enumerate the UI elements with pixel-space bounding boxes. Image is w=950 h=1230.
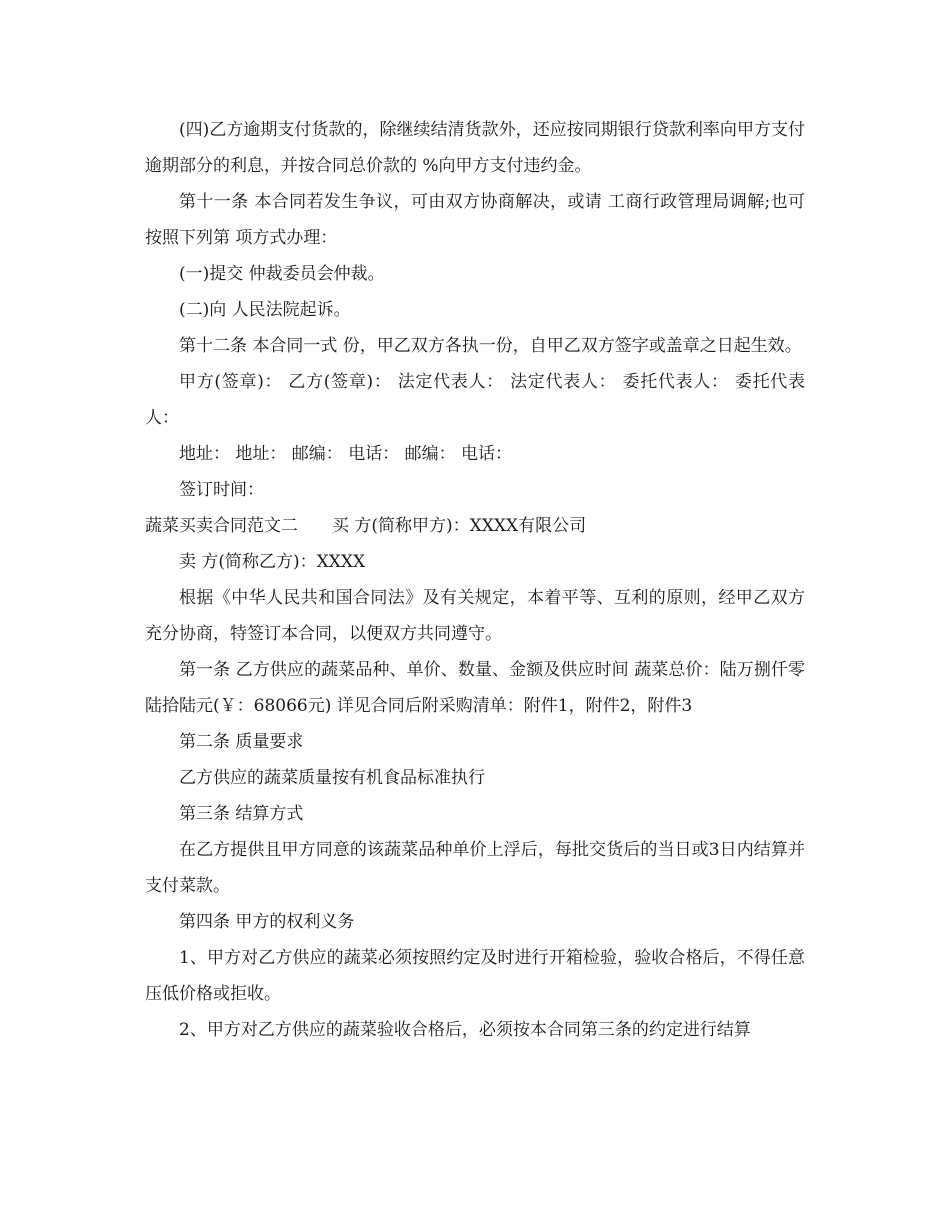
paragraph-preamble: 根据《中华人民共和国合同法》及有关规定，本着平等、互利的原则，经甲乙双方充分协商，特签订本合同，以便双方共同遵守。 [145,588,805,644]
paragraph-article-4-heading: 第四条 甲方的权利义务 [179,912,355,932]
paragraph-court: (二)向 人民法院起诉。 [179,300,351,320]
paragraph-quality: 乙方供应的蔬菜质量按有机食品标准执行 [179,768,485,788]
paragraph-arbitration: (一)提交 仲裁委员会仲裁。 [179,264,385,284]
paragraph-sign-date: 签订时间： [179,480,264,500]
second-contract-title: 蔬菜买卖合同范文二 [145,516,298,536]
paragraph-seller: 卖 方(简称乙方)：XXXX [179,552,366,572]
paragraph-article-1: 第一条 乙方供应的蔬菜品种、单价、数量、金额及供应时间 蔬菜总价：陆万捌仟零陆拾陆元(￥：68066元) 详见合同后附采购清单：附件1，附件2，附件3 [145,660,805,716]
paragraph-late-payment: (四)乙方逾期支付货款的，除继续结清货款外，还应按同期银行贷款利率向甲方支付逾期部分的利息，并按合同总价款的 %向甲方支付违约金。 [145,120,805,176]
second-contract-heading-line [145,508,805,544]
paragraph-article-11: 第十一条 本合同若发生争议，可由双方协商解决，或请 工商行政管理局调解;也可按照下列第 项方式办理： [145,192,805,248]
paragraph-article-2-heading: 第二条 质量要求 [179,732,304,752]
paragraph-article-12: 第十二条 本合同一式 份，甲乙双方各执一份，自甲乙双方签字或盖章之日起生效。 [179,336,802,356]
paragraph-settlement: 在乙方提供且甲方同意的该蔬菜品种单价上浮后，每批交货后的当日或3日内结算并支付菜款。 [145,840,805,896]
paragraph-buyer-duty-2: 2、甲方对乙方供应的蔬菜验收合格后，必须按本合同第三条的约定进行结算 [179,1020,751,1040]
paragraph-signatures: 甲方(签章)： 乙方(签章)： 法定代表人： 法定代表人： 委托代表人： 委托代表人： [145,372,805,428]
buyer-line: 买 方(简称甲方)：XXXX有限公司 [332,516,587,536]
paragraph-article-3-heading: 第三条 结算方式 [179,804,304,824]
paragraph-address: 地址： 地址： 邮编： 电话： 邮编： 电话： [179,444,513,464]
paragraph-buyer-duty-1: 1、甲方对乙方供应的蔬菜必须按照约定及时进行开箱检验，验收合格后，不得任意压低价格或拒收。 [145,948,805,1004]
document-body [145,112,805,1048]
